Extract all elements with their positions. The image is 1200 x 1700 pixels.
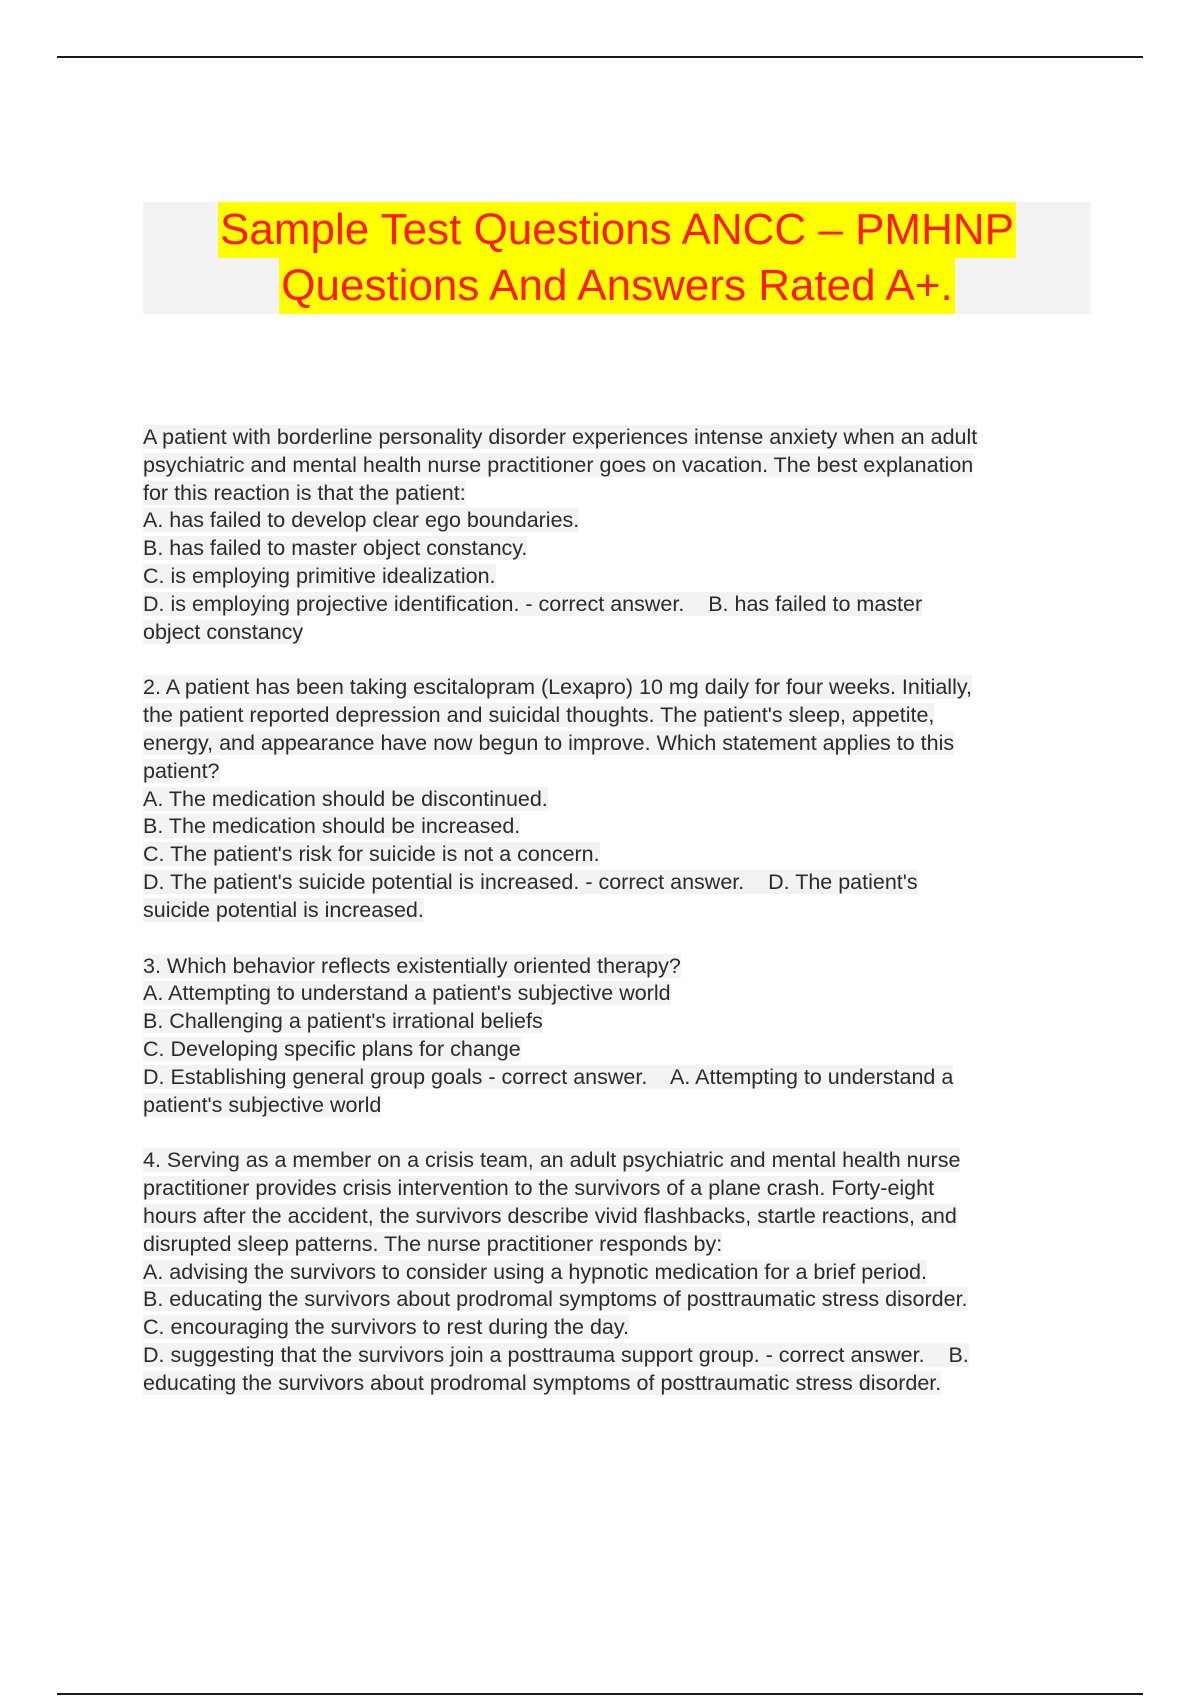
answer-option: A. has failed to develop clear ego boundaries. [143,508,580,533]
answer-option: C. Developing specific plans for change [143,1036,521,1061]
question-line: practitioner provides crisis intervention to the survivors of a plane crash. Forty-eight [143,1176,935,1201]
answer-option: C. is employing primitive idealization. [143,563,496,588]
question-4 [143,1147,1088,1397]
question-line: 3. Which behavior reflects existentially oriented therapy? [143,953,681,978]
question-2 [143,674,1088,924]
question-3 [143,953,1088,1120]
question-line: energy, and appearance have now begun to improve. Which statement applies to this [143,730,955,755]
answer-option: A. Attempting to understand a patient's subjective world [143,981,671,1006]
answer-option: C. encouraging the survivors to rest during the day. [143,1315,629,1340]
question-line: 2. A patient has been taking escitalopram (Lexapro) 10 mg daily for four weeks. Initially, [143,675,972,700]
correct-answer: object constancy [143,619,304,644]
question-line: hours after the accident, the survivors describe vivid flashbacks, startle reactions, and [143,1203,957,1228]
answer-option: A. advising the survivors to consider using a hypnotic medication for a brief period. [143,1259,927,1284]
answer-option: B. Challenging a patient's irrational beliefs [143,1009,543,1034]
bottom-rule [57,1693,1143,1695]
answer-option: C. The patient's risk for suicide is not a concern. [143,842,600,867]
question-line: disrupted sleep patterns. The nurse practitioner responds by: [143,1231,723,1256]
answer-option: B. educating the survivors about prodromal symptoms of posttraumatic stress disorder. [143,1287,968,1312]
correct-answer: educating the survivors about prodromal symptoms of posttraumatic stress disorder. [143,1370,942,1395]
question-line: patient? [143,758,220,783]
correct-answer: suicide potential is increased. [143,897,424,922]
question-line: the patient reported depression and suicidal thoughts. The patient's sleep, appetite, [143,703,935,728]
answer-option: D. suggesting that the survivors join a posttrauma support group. - correct answer. B. [143,1342,969,1367]
question-1 [143,424,1088,646]
question-line: 4. Serving as a member on a crisis team, an adult psychiatric and mental health nurse [143,1148,961,1173]
title-line-2: Questions And Answers Rated A+. [279,258,954,314]
correct-answer: patient's subjective world [143,1092,382,1117]
answer-option: B. The medication should be increased. [143,814,521,839]
document-title [143,202,1091,314]
answer-option: D. is employing projective identification. - correct answer. B. has failed to master [143,591,923,616]
answer-option: B. has failed to master object constancy. [143,536,528,561]
answer-option: A. The medication should be discontinued. [143,786,548,811]
question-line: psychiatric and mental health nurse practitioner goes on vacation. The best explanation [143,452,974,477]
answer-option: D. Establishing general group goals - correct answer. A. Attempting to understand a [143,1064,954,1089]
top-rule [57,56,1143,58]
question-list [143,424,1088,1426]
question-line: for this reaction is that the patient: [143,480,466,505]
title-line-1: Sample Test Questions ANCC – PMHNP [218,202,1016,258]
answer-option: D. The patient's suicide potential is increased. - correct answer. D. The patient's [143,869,918,894]
question-line: A patient with borderline personality disorder experiences intense anxiety when an adult [143,425,978,449]
